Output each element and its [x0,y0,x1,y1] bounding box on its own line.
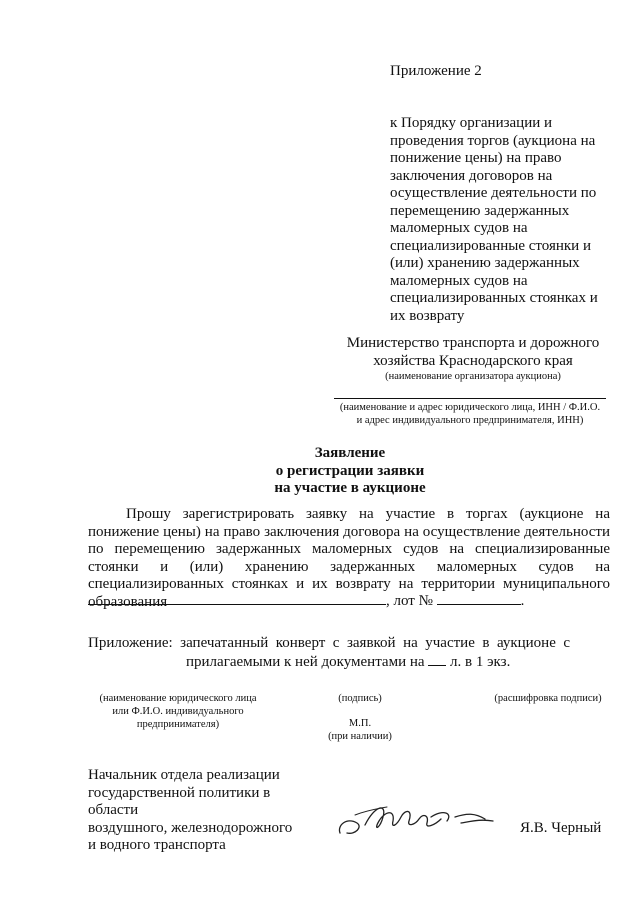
organizer-line: хозяйства Краснодарского края [373,352,573,369]
caption-line: (наименование юридического лица [99,693,257,704]
applicant-caption [330,401,610,427]
body-last-line [88,592,610,611]
position-line: воздушного, железнодорожного [88,819,293,836]
attachment-line [88,653,610,672]
position-line: государственной политики в области [88,784,271,818]
caption-line: предпринимателя) [136,719,220,730]
appendix-line: заключения договоров на [390,167,553,184]
pages-blank [428,653,446,666]
appendix-line: к Порядку организации и [390,115,553,131]
signature-caption: (подпись) [338,693,382,704]
organizer-name [340,335,606,370]
document-heading [230,445,470,498]
signer-position [88,767,308,855]
position-line: Начальник отдела реализации [88,767,280,783]
signature-decode-caption: (расшифровка подписи) [494,693,602,704]
signer-name: Я.В. Черный [520,820,602,836]
lot-number-blank [437,592,521,605]
applicant-caption-line: (наименование и адрес юридического лица, ИНН / Ф.И.О. [339,402,601,413]
appendix-line: проведения торгов (аукциона на [390,132,596,149]
appendix-line: маломерных судов на [390,272,528,289]
caption-line: М.П. [348,718,372,729]
organizer-line: Министерство транспорта и дорожного [346,335,600,351]
appendix-title: Приложение 2 [390,63,482,79]
appendix-line: маломерных судов на [390,220,528,236]
appendix-line: понижение цены) на право [390,150,562,166]
heading-line: о регистрации заявки [275,462,425,479]
applicant-blank-line [334,398,606,399]
heading-line: на участие в аукционе [274,480,426,496]
lot-label: , лот № [386,593,433,609]
organizer-caption: (наименование организатора аукциона) [385,371,561,382]
applicant-caption-line: и адрес индивидуального предпринимателя, ИНН) [356,415,584,426]
body-text: Прошу зарегистрировать заявку на участие в торгах (аукционе на понижение цены) на право заключения договора на осуществление деятельности по перемещению задержанных маломерных судов на специализированные стоянки и (или) хранению задержанных маломерных судов на специализированных стоянках и их возврату на территории муниципального образования [88,506,610,610]
body-end: . [520,593,525,609]
position-line: и водного транспорта [88,837,226,853]
heading-line: Заявление [314,445,386,461]
attachment-line: Приложение: запечатанный конверт с заявкой на участие в аукционе с [88,635,571,651]
attachment-text: прилагаемыми к ней документами на [186,653,425,670]
appendix-line: (или) хранению задержанных [390,255,580,271]
attachment-text: л. в 1 экз. [450,653,511,670]
appendix-line: их возврату [390,307,465,324]
caption-line: (при наличии) [328,731,392,742]
stamp-caption [320,717,400,743]
attachment-section [88,635,610,671]
appendix-line: осуществление деятельности по [390,185,597,201]
handwritten-signature [335,795,505,840]
signature-name-caption [88,692,268,731]
caption-line: или Ф.И.О. индивидуального [112,706,244,717]
municipality-blank [88,592,386,605]
appendix-line: перемещению задержанных [390,202,570,219]
appendix-description [390,115,600,325]
appendix-line: специализированные стоянки и [390,237,591,254]
appendix-line: специализированных стоянках и [390,290,598,306]
